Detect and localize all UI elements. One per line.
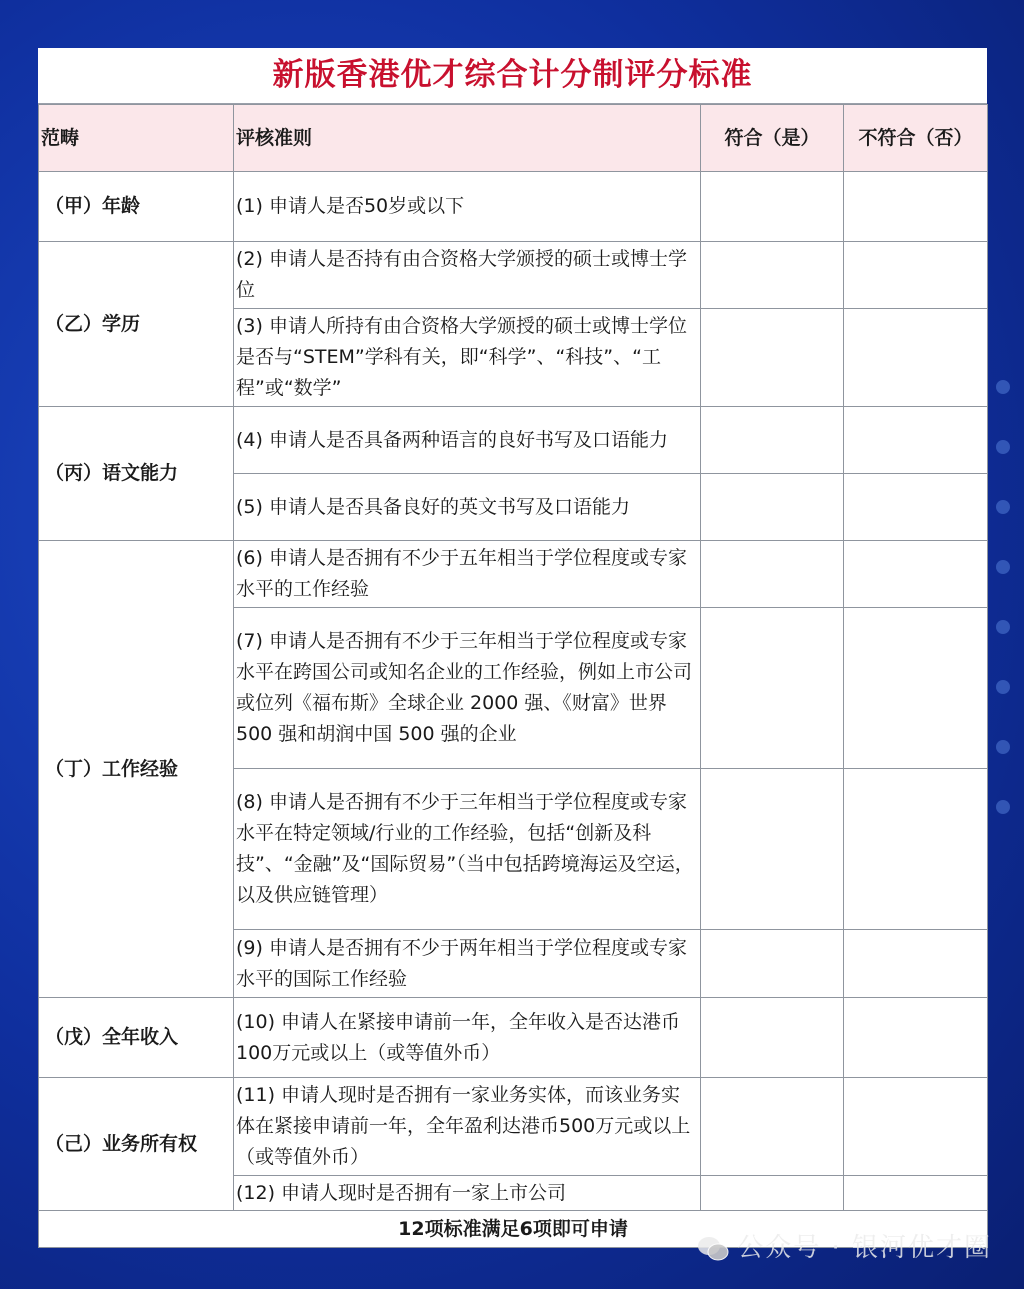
category-cell: （乙）学历: [39, 242, 234, 407]
criterion-cell: (8) 申请人是否拥有不少于三年相当于学位程度或专家水平在特定领域/行业的工作经验，包括“创新及科技”、“金融”及“国际贸易”（当中包括跨境海运及空运，以及供应链管理）: [234, 769, 701, 930]
wechat-icon: [697, 1234, 729, 1260]
no-checkbox-cell[interactable]: [844, 309, 988, 407]
header-category: 范畴: [39, 105, 234, 172]
no-checkbox-cell[interactable]: [844, 407, 988, 474]
criterion-cell: (9) 申请人是否拥有不少于两年相当于学位程度或专家水平的国际工作经验: [234, 930, 701, 998]
table-row: [39, 998, 988, 1078]
yes-checkbox-cell[interactable]: [701, 172, 844, 242]
no-checkbox-cell[interactable]: [844, 998, 988, 1078]
no-checkbox-cell[interactable]: [844, 172, 988, 242]
criteria-table: [38, 104, 988, 1248]
yes-checkbox-cell[interactable]: [701, 608, 844, 769]
decorative-dots: [994, 380, 1024, 940]
yes-checkbox-cell[interactable]: [701, 474, 844, 541]
criterion-cell: (7) 申请人是否拥有不少于三年相当于学位程度或专家水平在跨国公司或知名企业的工作经验，例如上市公司或位列《福布斯》全球企业 2000 强、《财富》世界 500 强和胡润中国 500 强的企业: [234, 608, 701, 769]
criterion-cell: (11) 申请人现时是否拥有一家业务实体，而该业务实体在紧接申请前一年，全年盈利达港币500万元或以上（或等值外币）: [234, 1078, 701, 1176]
no-checkbox-cell[interactable]: [844, 541, 988, 608]
yes-checkbox-cell[interactable]: [701, 242, 844, 309]
criterion-cell: (5) 申请人是否具备良好的英文书写及口语能力: [234, 474, 701, 541]
category-cell: （戊）全年收入: [39, 998, 234, 1078]
category-cell: （己）业务所有权: [39, 1078, 234, 1211]
yes-checkbox-cell[interactable]: [701, 769, 844, 930]
table-row: [39, 541, 988, 608]
yes-checkbox-cell[interactable]: [701, 1078, 844, 1176]
header-criteria: 评核准则: [234, 105, 701, 172]
table-row: [39, 242, 988, 309]
yes-checkbox-cell[interactable]: [701, 309, 844, 407]
header-no: 不符合（否）: [844, 105, 988, 172]
no-checkbox-cell[interactable]: [844, 769, 988, 930]
header-yes: 符合（是）: [701, 105, 844, 172]
no-checkbox-cell[interactable]: [844, 1176, 988, 1211]
no-checkbox-cell[interactable]: [844, 608, 988, 769]
no-checkbox-cell[interactable]: [844, 242, 988, 309]
table-row: [39, 1078, 988, 1176]
footer-note: 12项标准满足6项即可申请: [39, 1211, 988, 1248]
no-checkbox-cell[interactable]: [844, 930, 988, 998]
watermark: [697, 1228, 992, 1268]
table-row: [39, 407, 988, 474]
table-row: [39, 172, 988, 242]
criterion-cell: (2) 申请人是否持有由合资格大学颁授的硕士或博士学位: [234, 242, 701, 309]
yes-checkbox-cell[interactable]: [701, 407, 844, 474]
yes-checkbox-cell[interactable]: [701, 930, 844, 998]
criterion-cell: (3) 申请人所持有由合资格大学颁授的硕士或博士学位是否与“STEM”学科有关，即“科学”、“科技”、“工程”或“数学”: [234, 309, 701, 407]
yes-checkbox-cell[interactable]: [701, 1176, 844, 1211]
page-title: 新版香港优才综合计分制评分标准: [38, 48, 987, 104]
category-cell: （丁）工作经验: [39, 541, 234, 998]
watermark-text: 公众号 · 银河优才圈: [737, 1233, 992, 1263]
criterion-cell: (1) 申请人是否50岁或以下: [234, 172, 701, 242]
category-cell: （甲）年龄: [39, 172, 234, 242]
category-cell: （丙）语文能力: [39, 407, 234, 541]
yes-checkbox-cell[interactable]: [701, 998, 844, 1078]
criterion-cell: (12) 申请人现时是否拥有一家上市公司: [234, 1176, 701, 1211]
criterion-cell: (4) 申请人是否具备两种语言的良好书写及口语能力: [234, 407, 701, 474]
yes-checkbox-cell[interactable]: [701, 541, 844, 608]
no-checkbox-cell[interactable]: [844, 474, 988, 541]
criterion-cell: (6) 申请人是否拥有不少于五年相当于学位程度或专家水平的工作经验: [234, 541, 701, 608]
criteria-sheet: [38, 48, 987, 1248]
table-header-row: [39, 105, 988, 172]
no-checkbox-cell[interactable]: [844, 1078, 988, 1176]
criterion-cell: (10) 申请人在紧接申请前一年，全年收入是否达港币100万元或以上（或等值外币）: [234, 998, 701, 1078]
